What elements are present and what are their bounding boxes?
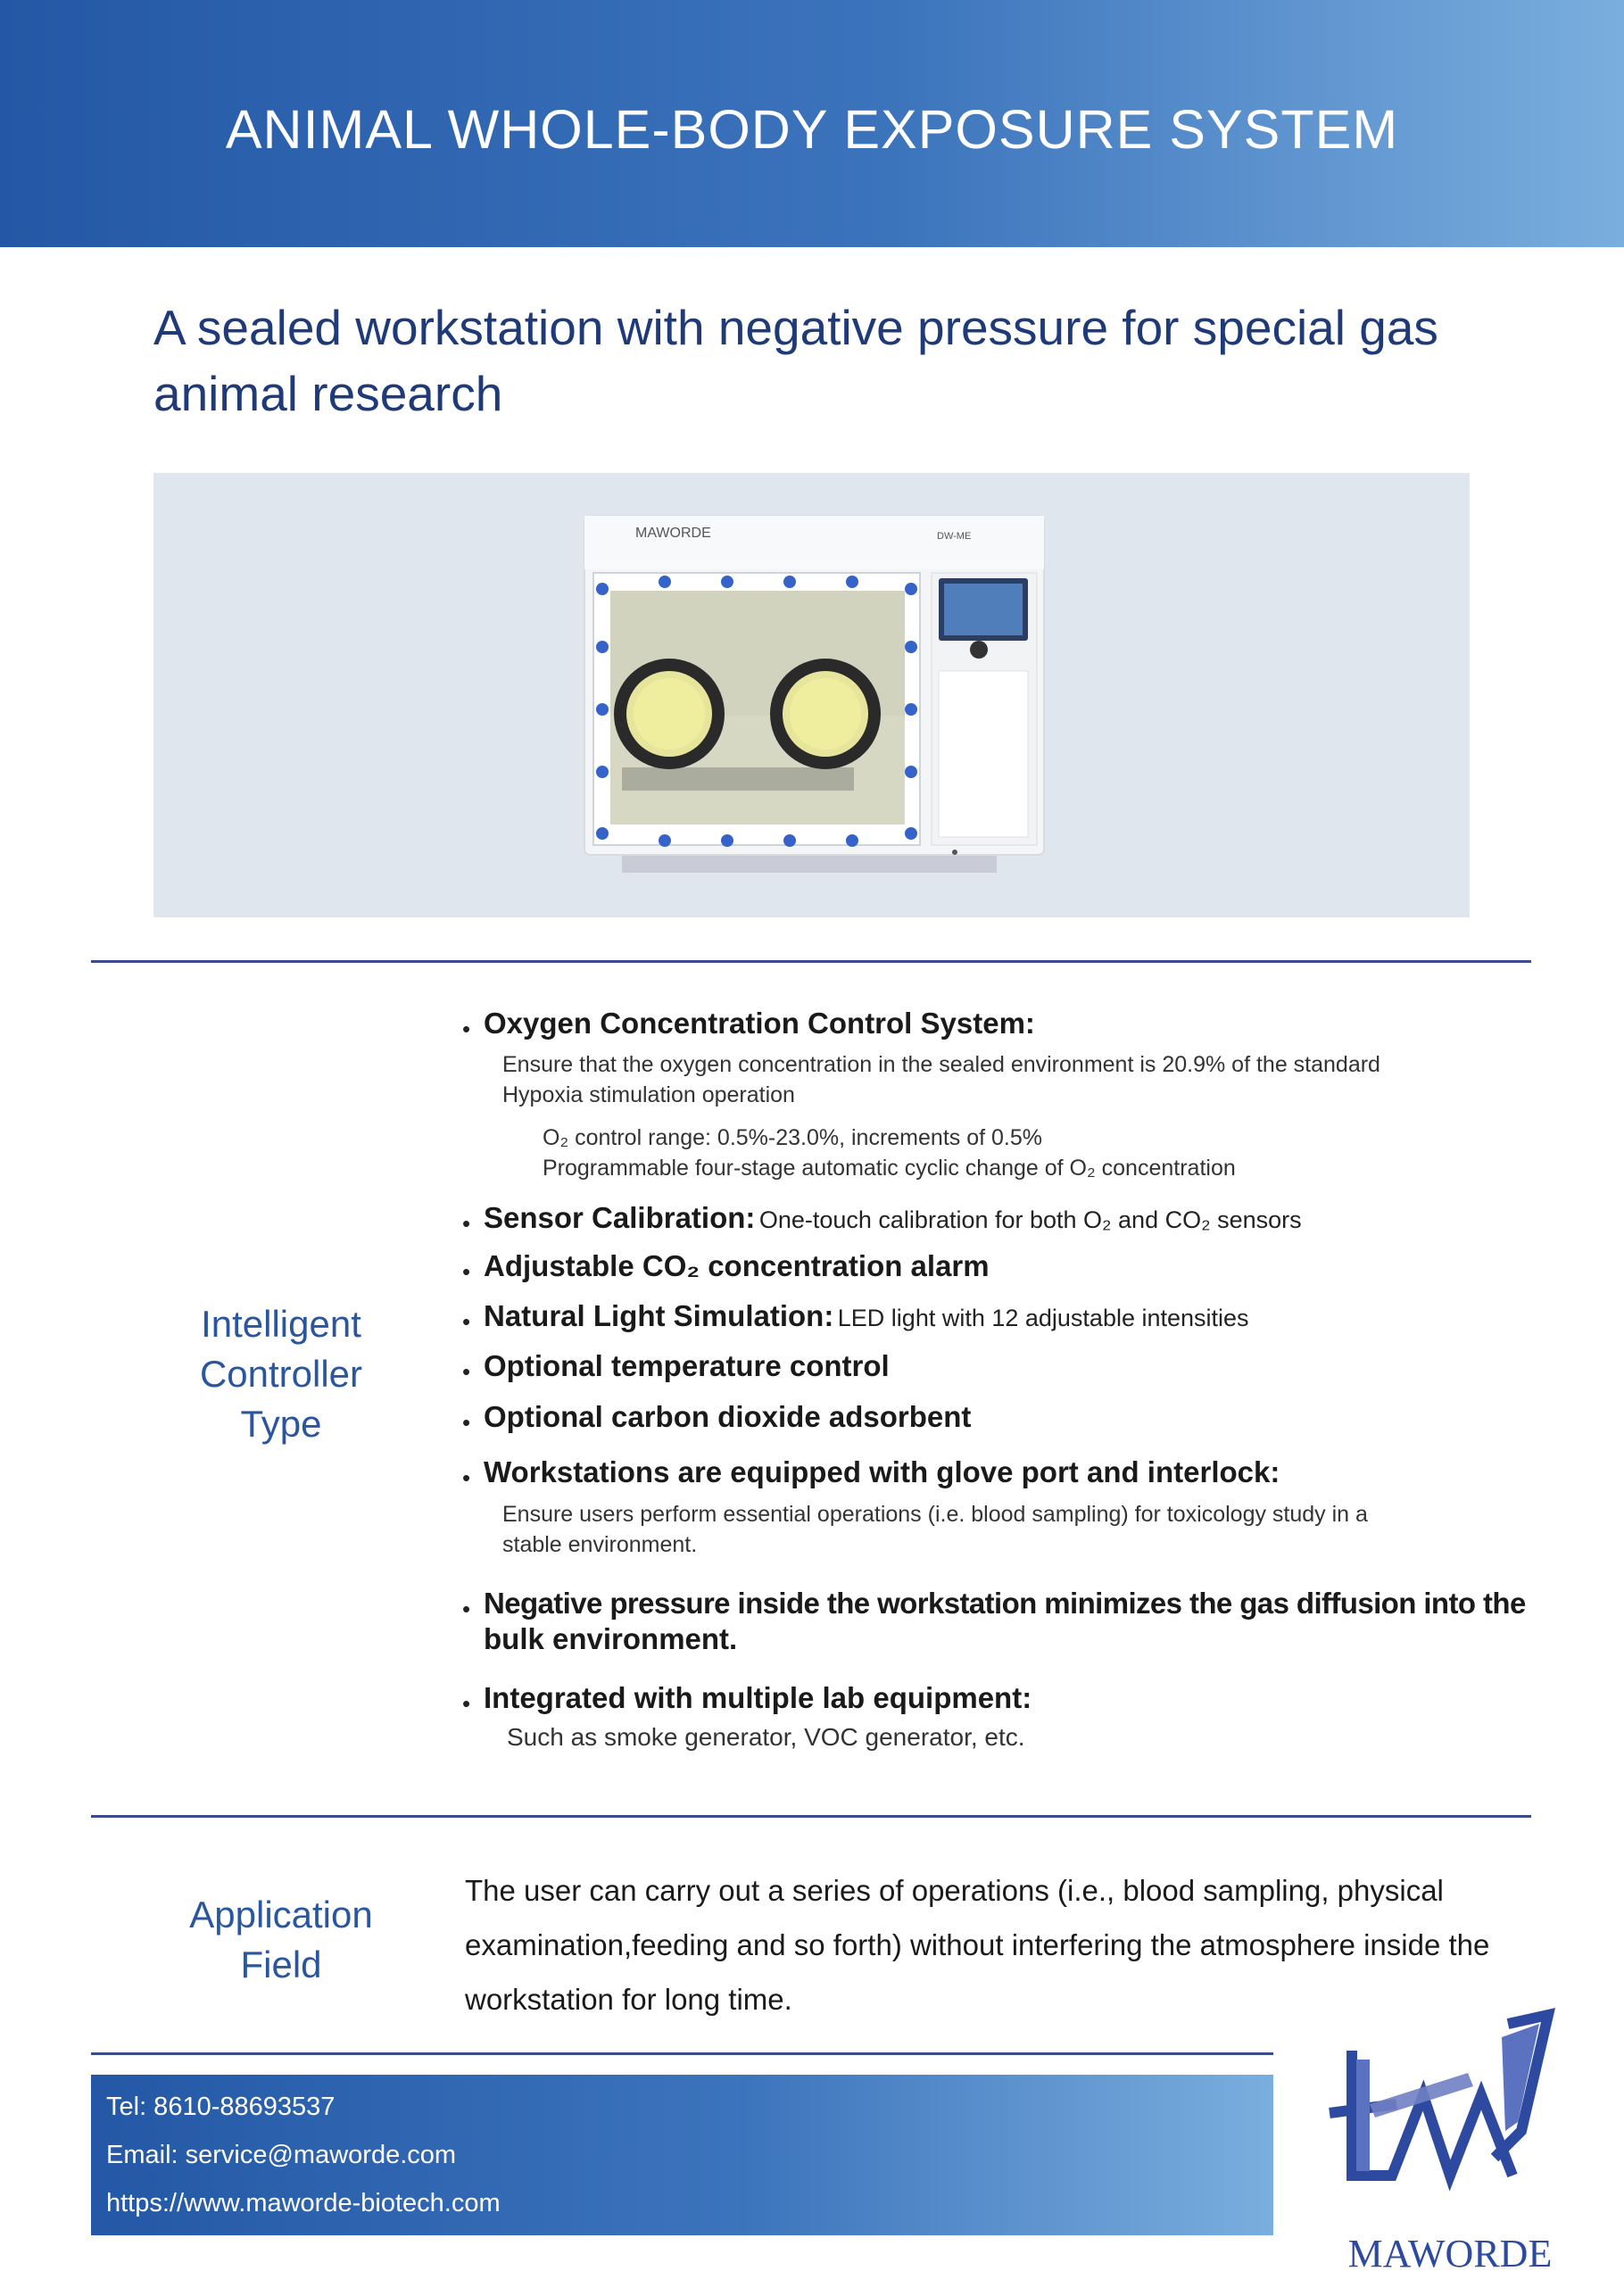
brand-label: MAWORDE bbox=[635, 526, 711, 541]
section-divider bbox=[91, 960, 1531, 963]
contact-footer bbox=[91, 2075, 1273, 2235]
company-logo bbox=[1316, 1997, 1584, 2274]
logo-icon bbox=[1316, 1997, 1584, 2274]
feature-item: • Workstations are equipped with glove port and interlock: bbox=[462, 1455, 1280, 1492]
model-label: DW-ME bbox=[937, 531, 972, 542]
feature-item: • Optional carbon dioxide adsorbent bbox=[462, 1400, 972, 1437]
application-section-label bbox=[161, 1890, 402, 1990]
product-image bbox=[153, 473, 1470, 917]
power-knob bbox=[970, 641, 988, 659]
feature-description: Such as smoke generator, VOC generator, etc. bbox=[507, 1723, 1025, 1751]
glove-port-left bbox=[614, 659, 725, 769]
subtitle: A sealed workstation with negative pressure for special gas animal research bbox=[153, 300, 1438, 421]
feature-item: • Optional temperature control bbox=[462, 1349, 890, 1386]
feature-item: • Sensor Calibration: One-touch calibration for both O₂ and CO₂ sensors bbox=[462, 1201, 1302, 1238]
header-banner bbox=[0, 0, 1624, 247]
inner-tray bbox=[622, 767, 854, 791]
feature-subdescription: O₂ control range: 0.5%-23.0%, increments of 0.5% Programmable four-stage automatic cyclic change of O₂ concentration bbox=[543, 1125, 1236, 1181]
feature-item: • Adjustable CO₂ concentration alarm bbox=[462, 1249, 990, 1286]
feature-item: • Negative pressure inside the workstation minimizes the gas diffusion into the bbox=[462, 1587, 1526, 1623]
feature-description: Ensure that the oxygen concentration in the sealed environment is 20.9% of the standard Hypoxia stimulation operation bbox=[502, 1052, 1380, 1107]
feature-description: Ensure users perform essential operations (i.e. blood sampling) for toxicology study in a stable environment. bbox=[502, 1502, 1368, 1557]
workstation-illustration bbox=[153, 473, 1470, 917]
application-description: The user can carry out a series of operations (i.e., blood sampling, physical examination,feeding and so forth) without interfering the atmosphere inside the workstation for long time. bbox=[465, 1874, 1490, 2016]
feature-item: • Integrated with multiple lab equipment: bbox=[462, 1681, 1032, 1718]
side-door bbox=[939, 671, 1028, 837]
phone-number: Tel: 8610-88693537 bbox=[106, 2093, 336, 2121]
glove-port-right bbox=[770, 659, 881, 769]
logo-text: MAWORDE bbox=[1347, 2232, 1553, 2274]
page-title: ANIMAL WHOLE-BODY EXPOSURE SYSTEM bbox=[225, 99, 1399, 160]
section-divider bbox=[91, 1815, 1531, 1818]
label-line: Type bbox=[240, 1403, 322, 1445]
section-divider bbox=[91, 2052, 1273, 2055]
controller-section-label bbox=[152, 1299, 410, 1449]
top-panel bbox=[584, 516, 1044, 569]
feature-item-continuation: bulk environment. bbox=[484, 1622, 738, 1655]
label-line: Controller bbox=[199, 1353, 363, 1395]
feature-item: • Natural Light Simulation: LED light with 12 adjustable intensities bbox=[462, 1299, 1249, 1336]
label-line: Field bbox=[240, 1944, 322, 1985]
feature-item: • Oxygen Concentration Control System: bbox=[462, 1007, 1035, 1043]
label-line: Intelligent bbox=[201, 1303, 361, 1345]
label-line: Application bbox=[189, 1894, 373, 1935]
email-address[interactable]: Email: service@maworde.com bbox=[106, 2141, 457, 2169]
website-link[interactable]: https://www.maworde-biotech.com bbox=[106, 2189, 501, 2217]
